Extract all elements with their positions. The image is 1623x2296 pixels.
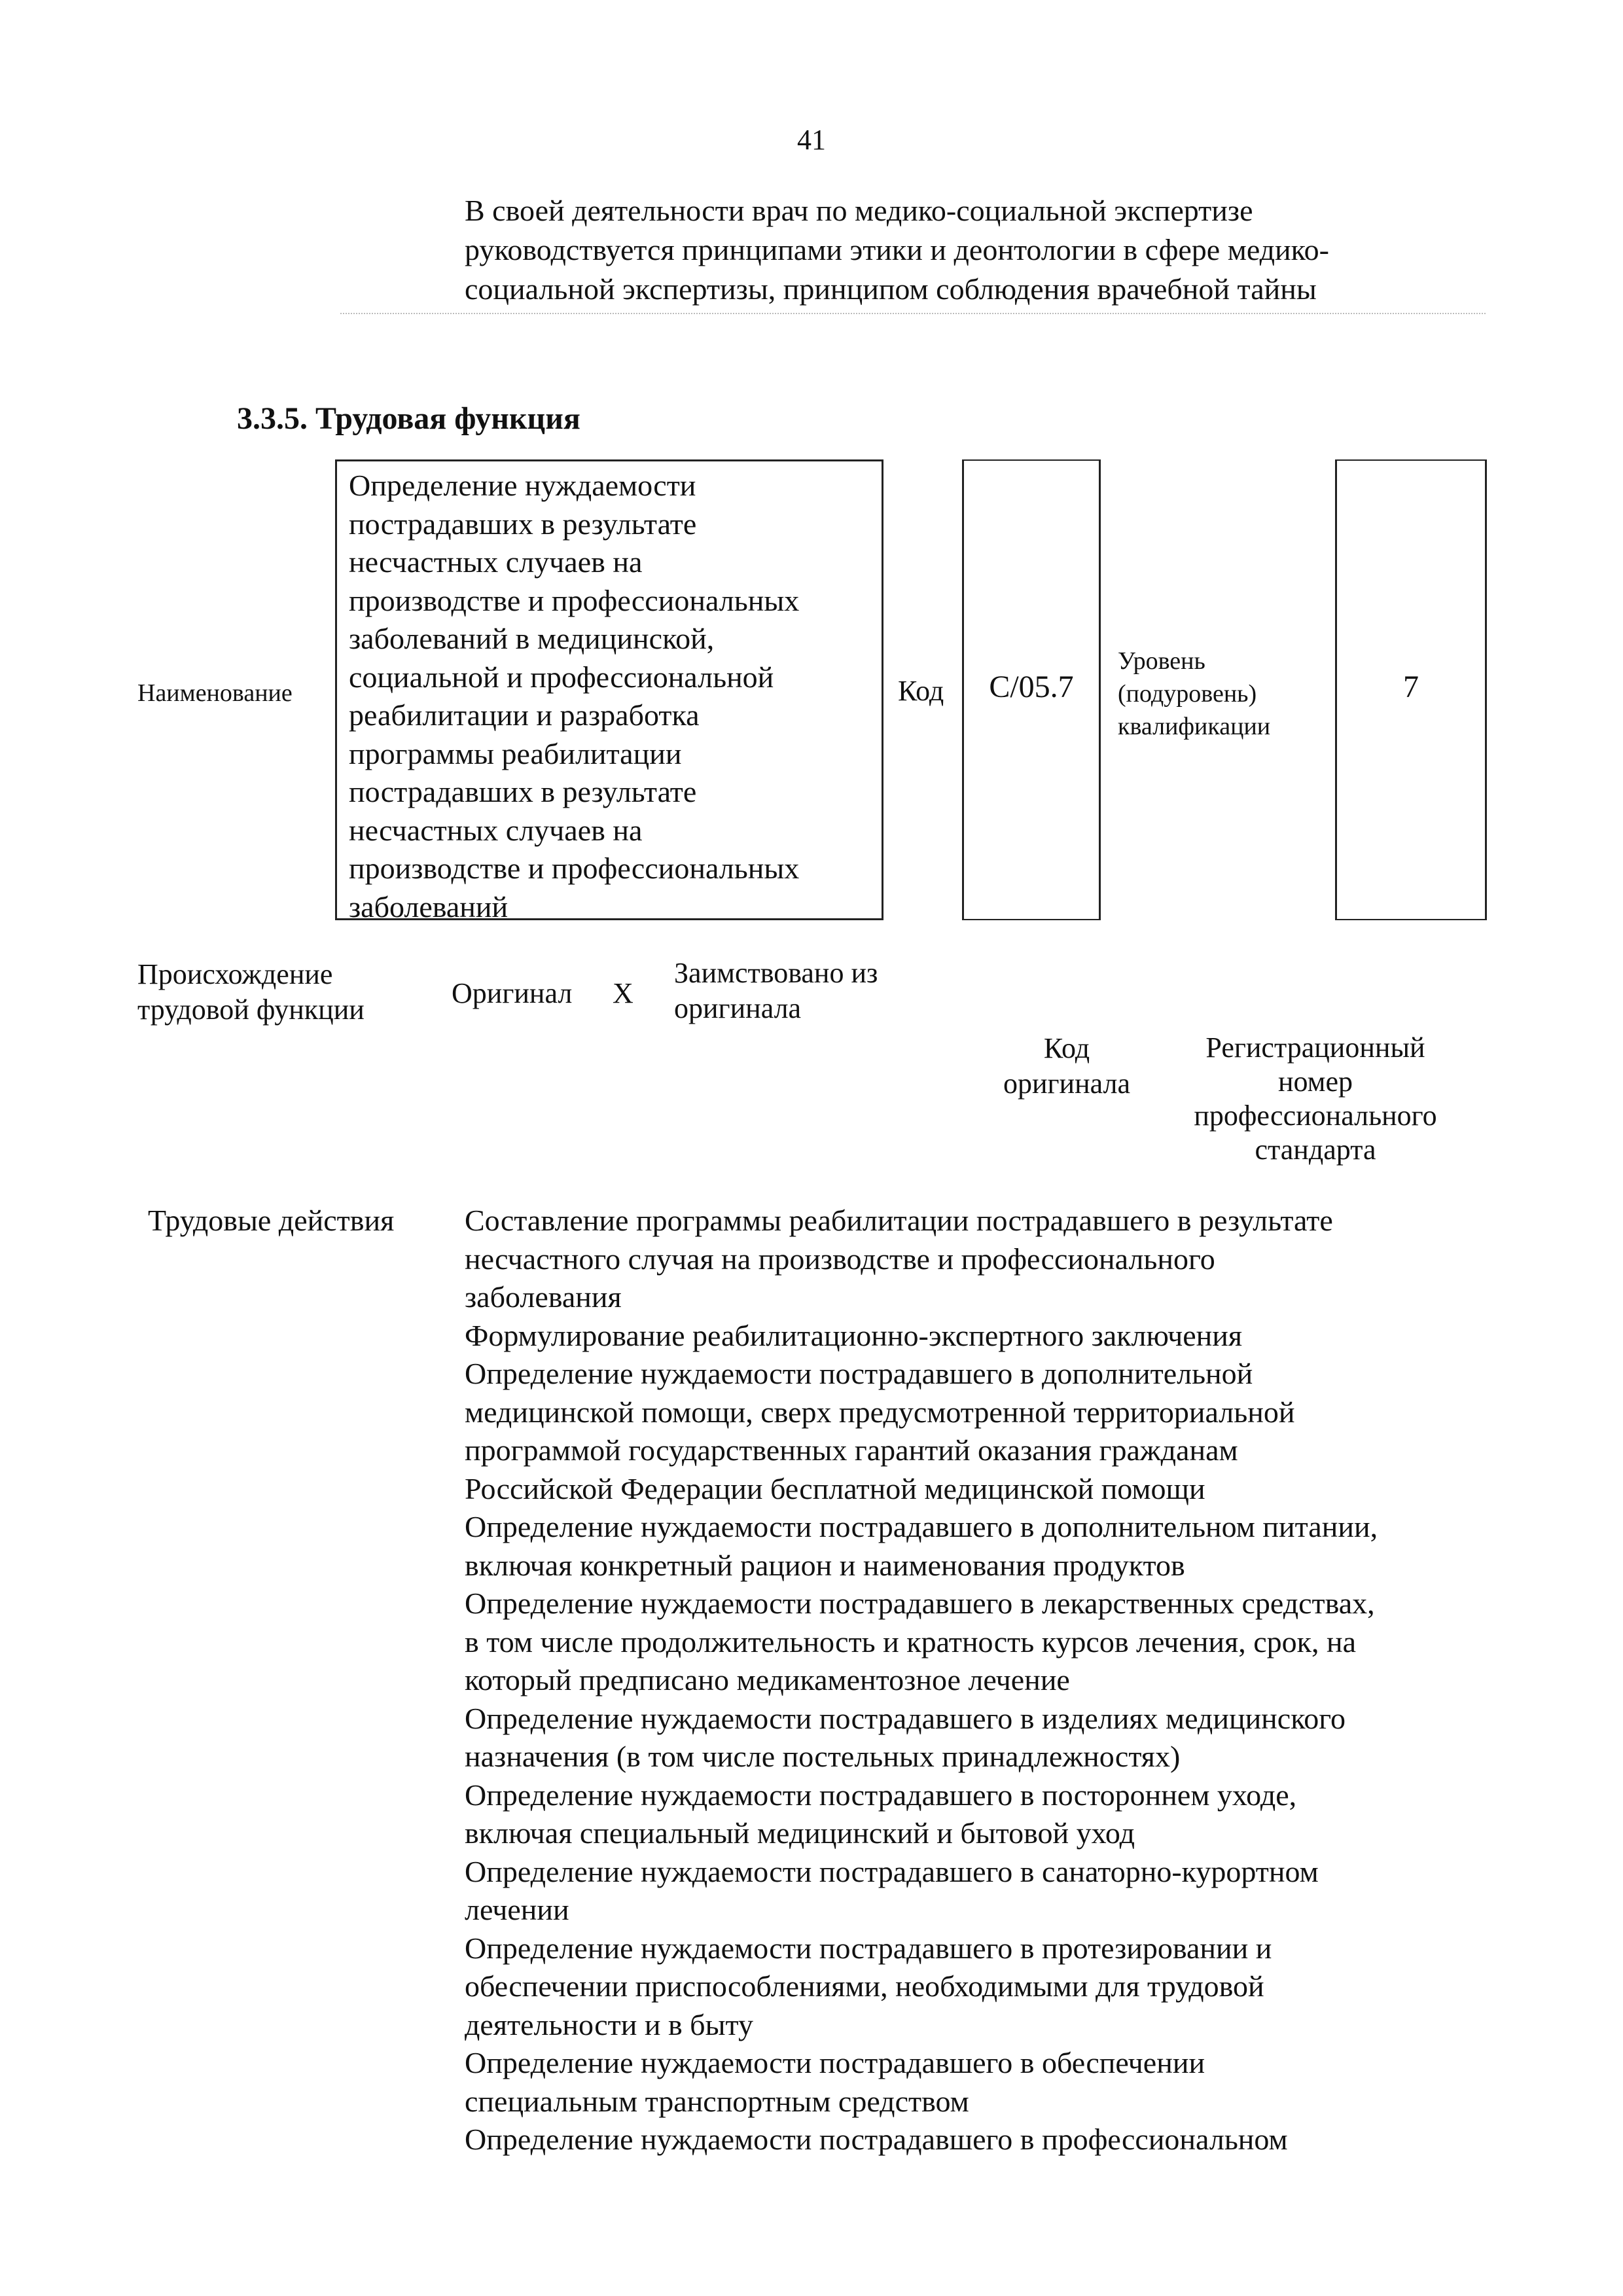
function-name-line: реабилитации и разработка: [349, 698, 700, 732]
labor-action-line: включая конкретный рацион и наименования продуктов: [465, 1548, 1185, 1582]
labor-action-line: Определение нуждаемости пострадавшего в постороннем уходе,: [465, 1778, 1297, 1812]
labor-action-line: медицинской помощи, сверх предусмотренной территориальной: [465, 1395, 1295, 1429]
registration-number-label: [1178, 1031, 1453, 1167]
original-mark: X: [613, 977, 633, 1009]
labor-action-line: который предписано медикаментозное лечение: [465, 1663, 1070, 1696]
origin-label-line: трудовой функции: [137, 994, 365, 1026]
original-label: Оригинал: [452, 977, 573, 1009]
faint-divider: [340, 313, 1486, 314]
labor-action-line: лечении: [465, 1893, 569, 1926]
intro-line: руководствуется принципами этики и деонтологии в сфере медико-: [465, 233, 1329, 266]
function-name-line: пострадавших в результате: [349, 775, 697, 808]
labor-action-line: Формулирование реабилитационно-экспертного заключения: [465, 1318, 1243, 1352]
labor-action-line: Определение нуждаемости пострадавшего в обеспечении: [465, 2046, 1205, 2079]
origin-label: [137, 957, 365, 1028]
registration-number-label-line: профессионального: [1194, 1100, 1437, 1132]
origin-label-line: Происхождение: [137, 958, 333, 990]
labor-action-line: обеспечении приспособлениями, необходимыми для трудовой: [465, 1969, 1264, 2003]
labor-actions-list: [465, 1202, 1486, 2159]
qualification-level-label: [1118, 645, 1270, 743]
labor-actions-label: Трудовые действия: [148, 1204, 395, 1237]
section-title: 3.3.5. Трудовая функция: [237, 401, 580, 436]
original-code-label-line: оригинала: [1003, 1067, 1131, 1100]
name-label: Наименование: [137, 679, 293, 707]
labor-action-line: заболевания: [465, 1280, 622, 1314]
labor-action-line: программой государственных гарантий оказания гражданам: [465, 1433, 1238, 1467]
borrowed-label: [674, 956, 878, 1026]
intro-line: социальной экспертизы, принципом соблюдения врачебной тайны: [465, 272, 1317, 306]
function-name-line: пострадавших в результате: [349, 507, 697, 541]
labor-action-line: Определение нуждаемости пострадавшего в санаторно-курортном: [465, 1854, 1319, 1888]
qualification-level-label-line: (подуровень): [1118, 680, 1257, 708]
labor-action-line: специальным транспортным средством: [465, 2084, 969, 2118]
code-value: C/05.7: [989, 670, 1074, 704]
function-name-line: производстве и профессиональных: [349, 852, 800, 885]
registration-number-label-line: Регистрационный: [1205, 1031, 1425, 1064]
labor-action-line: Российской Федерации бесплатной медицинской помощи: [465, 1471, 1205, 1505]
qualification-level-value: 7: [1403, 670, 1419, 704]
qualification-level-label-line: квалификации: [1118, 713, 1271, 740]
labor-action-line: Определение нуждаемости пострадавшего в дополнительной: [465, 1357, 1253, 1390]
function-name-box: [335, 459, 883, 924]
labor-action-line: включая специальный медицинский и бытовой уход: [465, 1816, 1135, 1850]
labor-action-line: Определение нуждаемости пострадавшего в профессиональном: [465, 2123, 1288, 2156]
intro-line: В своей деятельности врач по медико-социальной экспертизе: [465, 194, 1253, 227]
labor-action-line: Составление программы реабилитации пострадавшего в результате: [465, 1204, 1333, 1237]
function-name-line: производстве и профессиональных: [349, 583, 800, 617]
labor-action-line: Определение нуждаемости пострадавшего в изделиях медицинского: [465, 1701, 1346, 1735]
original-code-label-line: Код: [1043, 1032, 1090, 1064]
function-name-line: несчастных случаев на: [349, 545, 643, 579]
labor-action-line: Определение нуждаемости пострадавшего в лекарственных средствах,: [465, 1587, 1375, 1620]
labor-action-line: назначения (в том числе постельных принадлежностях): [465, 1740, 1181, 1773]
registration-number-label-line: стандарта: [1255, 1134, 1376, 1166]
labor-action-line: в том числе продолжительность и кратность курсов лечения, срок, на: [465, 1624, 1357, 1659]
labor-action-line: несчастного случая на производстве и профессионального: [465, 1242, 1215, 1276]
function-name-line: заболеваний: [349, 889, 508, 924]
intro-paragraph: [465, 191, 1486, 309]
registration-number-label-line: номер: [1277, 1066, 1353, 1098]
function-name-line: социальной и профессиональной: [349, 660, 774, 694]
labor-action-line: деятельности и в быту: [465, 2007, 753, 2041]
qualification-level-label-line: Уровень: [1118, 647, 1205, 675]
borrowed-label-line: Заимствовано из: [674, 957, 878, 989]
borrowed-label-line: оригинала: [674, 992, 802, 1024]
page-number: 41: [797, 124, 826, 156]
original-code-label: [982, 1031, 1152, 1102]
code-label: Код: [898, 675, 944, 707]
function-name-line: несчастных случаев на: [349, 813, 643, 847]
function-name-line: Определение нуждаемости: [349, 469, 696, 502]
function-name-line: заболеваний в медицинской,: [349, 622, 715, 655]
function-name-line: программы реабилитации: [349, 736, 682, 770]
labor-action-line: Определение нуждаемости пострадавшего в протезировании и: [465, 1931, 1272, 1965]
labor-action-line: Определение нуждаемости пострадавшего в дополнительном питании,: [465, 1510, 1378, 1543]
